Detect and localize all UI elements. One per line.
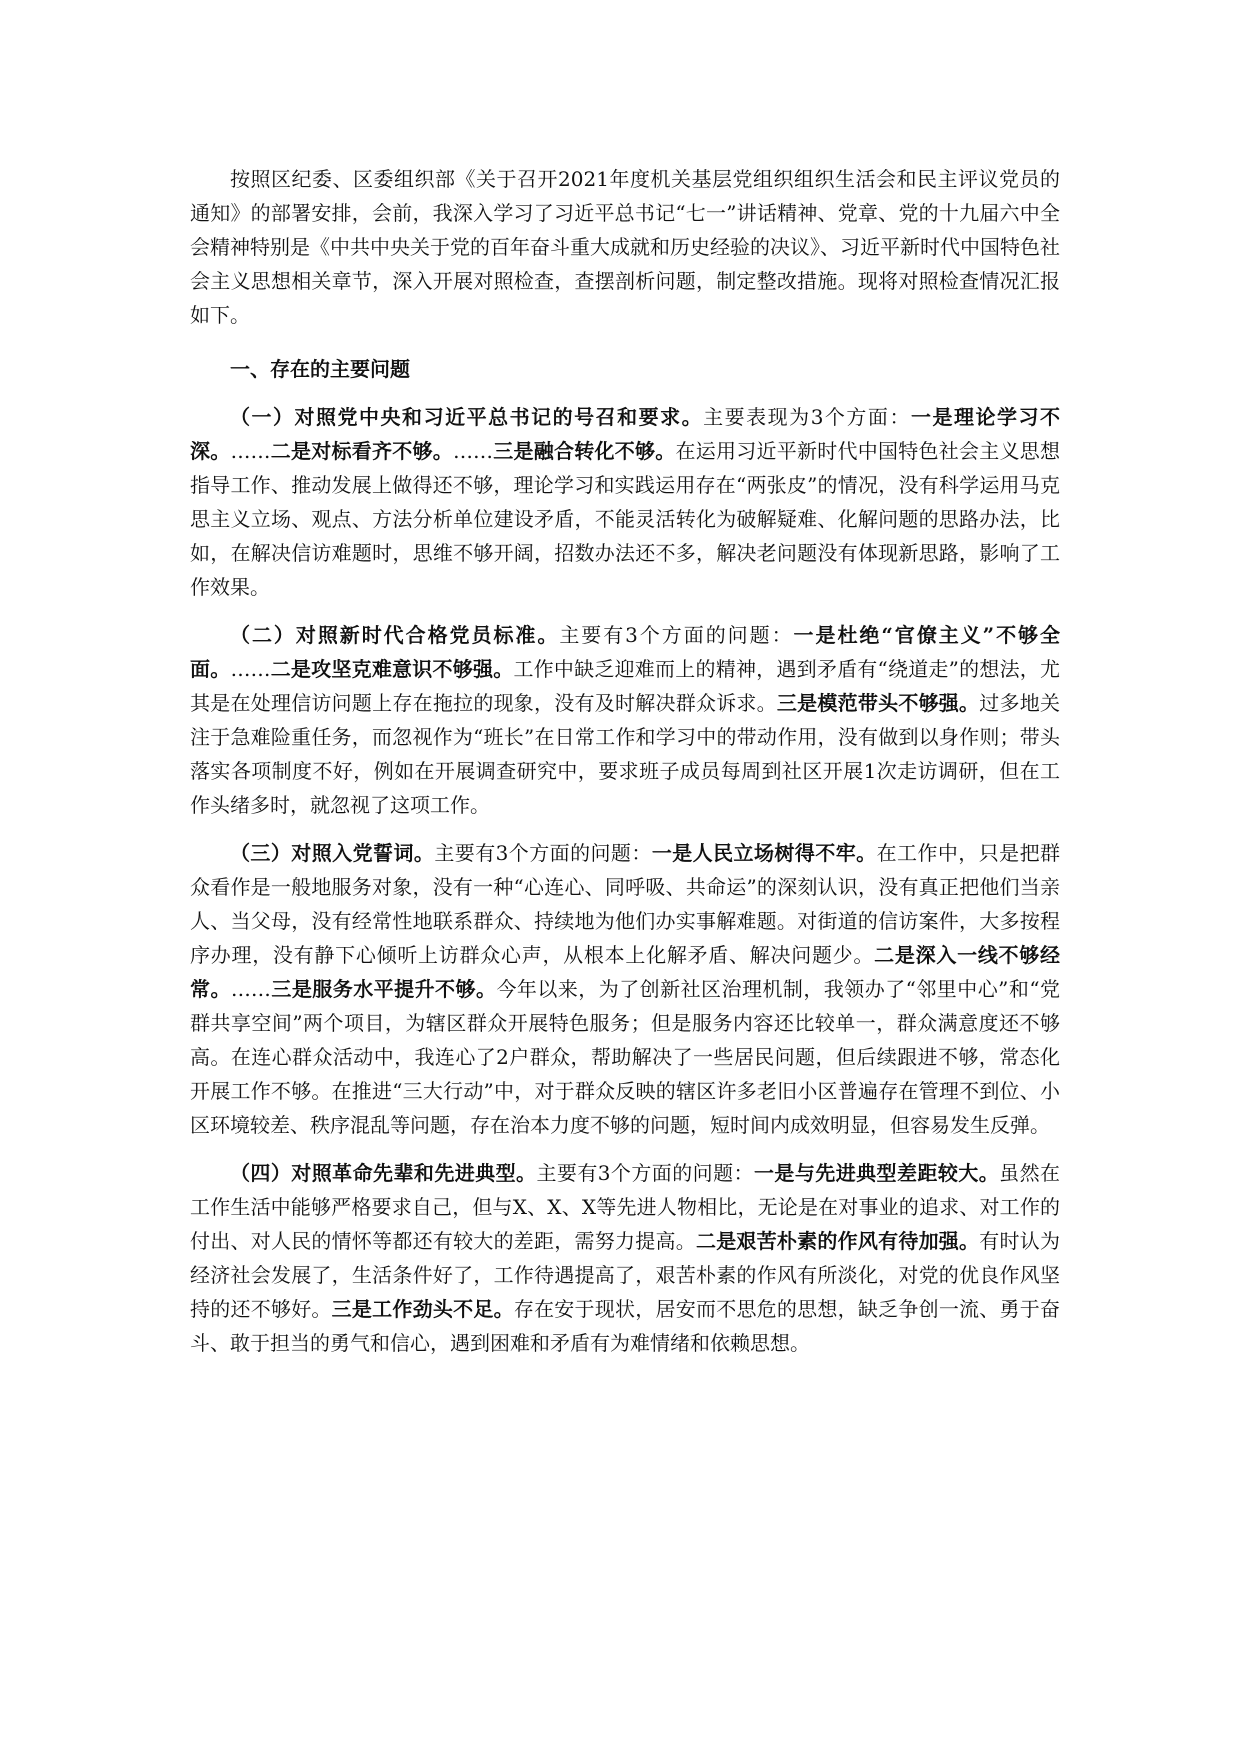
section-1-text-2: …… [453,439,493,463]
section-2-text-2: 工作中缺乏迎难而上的精神，遇到矛盾有“绕道走”的想法，尤其是在处理信访问题上存在拖拉的现象，没有及时解决群众诉求。 [190,657,1061,715]
section-3-text-1: 在工作中，只是把群众看作是一般地服务对象，没有一种“心连心、同呼吸、共命运”的深刻认识，没有真正把他们当亲人、当父母，没有经常性地联系群众、持续地为他们办实事解难题。对街道的信访案件，大多按程序办理，没有静下心倾听上访群众心声，从根本上化解矛盾、解决问题少。 [190,841,1061,967]
document-body [190,162,1060,1374]
intro-paragraph [190,162,1060,332]
section-3-text-3: 今年以来，为了创新社区治理机制，我领办了“邻里中心”和“党群共享空间”两个项目，为辖区群众开展特色服务；但是服务内容还比较单一，群众满意度还不够高。在连心群众活动中，我连心了2户群众，帮助解决了一些居民问题，但后续跟进不够，常态化开展工作不够。在推进“三大行动”中，对于群众反映的辖区许多老旧小区普遍存在管理不到位、小区环境较差、秩序混乱等问题，存在治本力度不够的问题，短时间内成效明显，但容易发生反弹。 [190,977,1061,1137]
section-1-text-1: …… [230,439,271,463]
section-4-point-3: 三是工作劲头不足。 [331,1297,514,1321]
section-4-text-2: 有时认为经济社会发展了，生活条件好了，工作待遇提高了，艰苦朴素的作风有所淡化，对党的优良作风坚持的还不够好。 [190,1229,1061,1321]
section-4-text-1: 虽然在工作生活中能够严格要求自己，但与X、X、X等先进人物相比，无论是在对事业的追求、对工作的付出、对人民的情怀等都还有较大的差距，需努力提高。 [190,1161,1061,1253]
section-1-point-1: 一是理论学习不深。 [190,405,1060,463]
section-2-text-1: …… [230,657,271,681]
section-3-point-3: 三是服务水平提升不够。 [270,977,497,1001]
section-3-paragraph [190,836,1060,1142]
section-3-point-2: 二是深入一线不够经常。 [190,943,1061,1001]
section-1-title: （一）对照党中央和习近平总书记的号召和要求。 [230,405,704,429]
section-2-point-1: 一是杜绝“官僚主义”不够全面。 [190,623,1060,681]
section-3-lead: 主要有3个方面的问题： [434,841,652,865]
section-1-text-3: 在运用习近平新时代中国特色社会主义思想指导工作、推动发展上做得还不够，理论学习和实践运用存在“两张皮”的情况，没有科学运用马克思主义立场、观点、方法分析单位建设矛盾，不能灵活转化为破解疑难、化解问题的思路办法，比如，在解决信访难题时，思维不够开阔，招数办法还不多，解决老问题没有体现新思路，影响了工作效果。 [190,439,1060,599]
section-4-point-2: 二是艰苦朴素的作风有待加强。 [695,1229,980,1253]
section-1-point-2: 二是对标看齐不够。 [270,439,453,463]
section-2-point-2: 二是攻坚克难意识不够强。 [270,657,514,681]
section-1-point-3: 三是融合转化不够。 [493,439,676,463]
section-3-point-1: 一是人民立场树得不牢。 [651,841,877,865]
section-1-paragraph [190,400,1060,604]
section-2-lead: 主要有3个方面的问题： [559,623,794,647]
section-1-lead: 主要表现为3个方面： [703,405,911,429]
section-2-point-3: 三是模范带头不够强。 [776,691,980,715]
section-4-paragraph [190,1156,1060,1360]
section-3-text-2: …… [230,977,271,1001]
section-2-paragraph [190,618,1060,822]
section-2-text-3: 过多地关注于急难险重任务，而忽视作为“班长”在日常工作和学习中的带动作用，没有做到以身作则；带头落实各项制度不好，例如在开展调查研究中，要求班子成员每周到社区开展1次走访调研，但在工作头绪多时，就忽视了这项工作。 [190,691,1061,817]
section-4-point-1: 一是与先进典型差距较大。 [753,1161,1000,1185]
section-2-title: （二）对照新时代合格党员标准。 [230,623,560,647]
section-heading: 一、存在的主要问题 [230,357,410,381]
section-4-title: （四）对照革命先辈和先进典型。 [230,1161,537,1185]
section-3-title: （三）对照入党誓词。 [230,841,435,865]
section-4-lead: 主要有3个方面的问题： [536,1161,754,1185]
section-4-text-3: 存在安于现状，居安而不思危的思想，缺乏争创一流、勇于奋斗、敢于担当的勇气和信心，遇到困难和矛盾有为难情绪和依赖思想。 [190,1297,1061,1355]
intro-text: 按照区纪委、区委组织部《关于召开2021年度机关基层党组织组织生活会和民主评议党员的通知》的部署安排，会前，我深入学习了习近平总书记“七一”讲话精神、党章、党的十九届六中全会精神特别是《中共中央关于党的百年奋斗重大成就和历史经验的决议》、习近平新时代中国特色社会主义思想相关章节，深入开展对照检查，查摆剖析问题，制定整改措施。现将对照检查情况汇报如下。 [190,167,1060,327]
